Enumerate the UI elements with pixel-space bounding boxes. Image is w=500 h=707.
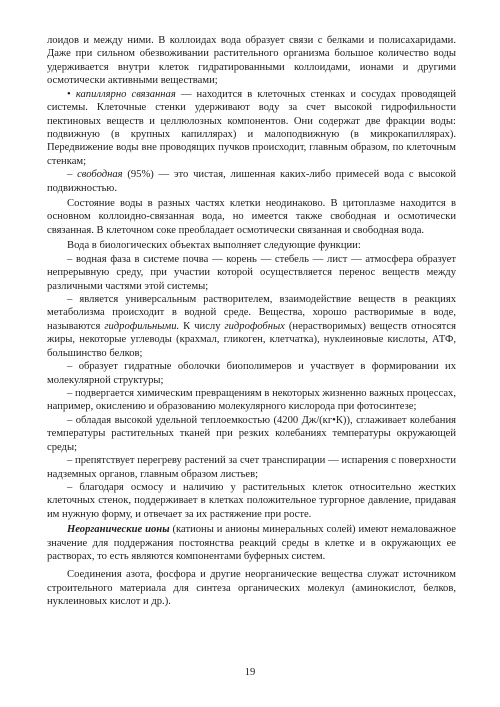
text-run: лоидов и между ними. В коллоидах вода образует связи с белками и полисахаридами. Даже при сильном обезвоживании растительного организма большое количество воды удерживается внутри клеток гидратированными коллоидами, ионами и другими осмотически активными веществами; — [47, 35, 456, 87]
italic-term: гидрофобных — [224, 320, 285, 332]
text-run: (катионы и анионы минеральных солей) имеют немаловажное значение для поддержания постоянства реакций среды в клетке и в окружающих ее растворах, то есть являются компонентами буферных систем. — [47, 524, 456, 563]
list-item-turgor — [47, 481, 456, 521]
paragraph-functions-intro — [47, 239, 456, 252]
list-item-water-phase — [47, 253, 456, 293]
italic-term: Неорганические ионы — [67, 524, 170, 536]
text-run: – подвергается химическим превращениям в некоторых жизненно важных процессах, например, окислению и образованию молекулярного кислорода при фотосинтезе; — [47, 387, 456, 413]
text-run: – водная фаза в системе почва — корень — стебель — лист — атмосфера образует непрерывную среду, при участии которой осуществляется перенос веществ между различными частями этой системы; — [47, 253, 456, 292]
list-item-chemical-transformations — [47, 387, 456, 414]
text-run: (95%) — это чистая, лишенная каких-либо примесей вода с высокой подвижностью. — [47, 169, 456, 194]
italic-term: свободная — [77, 169, 123, 181]
text-run: – образует гидратные оболочки биополимеров и участвует в формировании их молекулярной структуры; — [47, 361, 456, 386]
list-item-heat-capacity — [47, 414, 456, 454]
main-text — [47, 34, 456, 609]
list-item-transpiration — [47, 454, 456, 481]
text-run: — находится в клеточных стенках и сосудах проводящей системы. Клеточные стенки удерживают воду за счет высокой гидрофильности пектиновых веществ и целлюлозных компонентов. Они содержат две фракции воды: подвижную (в крупных капиллярах) и малоподвижную (в микрокапиллярах). Передвижение воды вне проводящих пучков происходит, главным образом, по клеточным стенкам; — [47, 88, 456, 167]
page-number: 19 — [244, 667, 256, 678]
text-run: – является универсальным растворителем, взаимодействие веществ в реакциях метаболизма происходит в водной среде. Вещества, хорошо растворимые в воде, называются — [47, 294, 456, 332]
text-run: Соединения азота, фосфора и другие неорганические вещества служат источником строительного материала для синтеза органических молекул (аминокислот, белков, нуклеиновых кислот и др.). — [47, 569, 456, 608]
text-run: Состояние воды в разных частях клетки неодинаково. В цитоплазме находится в основном коллоидно-связанная вода, но имеется также свободная и осмотически связанная. В клеточном соке преобладает осмотически связанная и свободная вода. — [47, 198, 456, 236]
italic-term: гидрофильными. — [104, 320, 180, 332]
paragraph-free-water — [47, 168, 456, 195]
list-item-hydration-shells — [47, 360, 456, 387]
text-run: (нерастворимых) веществ относятся жиры, некоторые углеводы (крахмал, гликоген, клетчатка), нуклеиновые кислоты, АТФ, большинство белков; — [47, 320, 456, 359]
paragraph-water-state — [47, 197, 456, 237]
text-run: Вода в биологических объектах выполняет следующие функции: — [67, 240, 361, 252]
text-run: – — [67, 169, 78, 181]
text-run: • — [67, 88, 76, 100]
paragraph-nitrogen-phosphorus — [47, 568, 456, 608]
paragraph-inorganic-ions — [47, 523, 456, 563]
text-run: – обладая высокой удельной теплоемкостью (4200 Дж/(кг•К)), сглаживает колебания температуры растительных тканей при резких колебаниях температуры окружающей среды; — [47, 414, 456, 453]
paragraph-capillary-water — [47, 88, 456, 169]
text-run: – препятствует перегреву растений за счет транспирации — испарения с поверхности надземных органов, главным образом листьев; — [47, 455, 456, 480]
text-run: – благодаря осмосу и наличию у растительных клеток относительно жестких клеточных стенок, поддерживает в клетках положительное тургорное давление, придавая им нужную форму, и отвечает за их растяжение при росте. — [47, 481, 456, 520]
italic-term: капиллярно связанная — [75, 88, 176, 100]
paragraph-colloid-water — [47, 34, 456, 88]
text-run: К числу — [179, 320, 225, 332]
list-item-solvent — [47, 293, 456, 360]
